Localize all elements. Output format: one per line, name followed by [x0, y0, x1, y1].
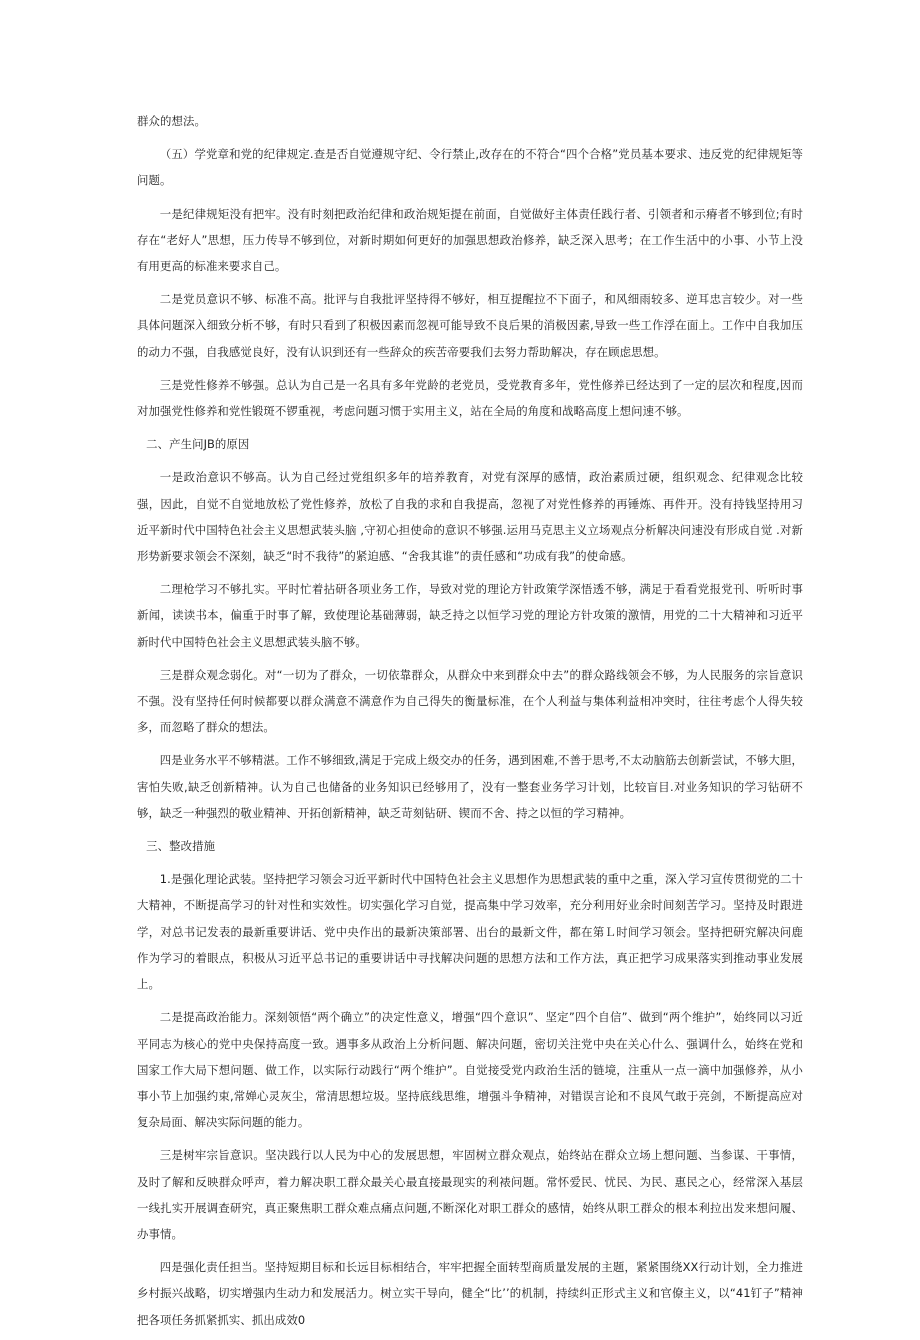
paragraph-business-level: 四是业务水平不够精湛。工作不够细致,满足于完成上级交办的任务，遇到困难,不善于思考,不太动脑筋去创新尝试，不够大胆，害怕失败,缺乏创新精神。认为自己也储备的业务知识已经够用了，没有一整套业务学习计划，比较盲目.对业务知识的学习钻研不够，缺乏一种强烈的敬业精神、开拓创新精神，缺乏苛刻钻研、锲而不舍、持之以恒的学习精神。: [137, 753, 803, 820]
paragraph-mass-concept: 三是群众观念弱化。对“一切为了群众，一切依靠群众，从群众中来到群众中去”的群众路线领会不够，为人民服务的宗旨意识不强。没有坚持任何时候都要以群众满意不满意作为自己得失的衡量标准，在个人利益与集体利益相冲突时，往往考虑个人得失较多，而忽略了群众的想法。: [137, 667, 803, 735]
paragraph-discipline: 一是纪律规矩没有把牢。没有时刻把政治纪律和政治规矩提在前面，自觉做好主体责任践行者、引领者和示瘠者不够到位;有时存在“老好人”思想，压力传导不够到位，对新时期如何更好的加强思想政治修养，缺乏深入思考；在工作生活中的小事、小节上没有用更高的标准来要求自己。: [137, 206, 803, 274]
paragraph-responsibility: 四是强化责任担当。坚持短期目标和长远目标相结合，牢牢把握全面转型商质量发展的主题，紧紧围绕XX行动计划，全力推进乡村振兴战略，切实增强内生动力和发展活力。树立实干导向，健全“比’’的机制，持续纠正形式主义和官僚主义，以“41钉子”精神把各项任务抓紧抓实、抓出成效0: [137, 1260, 803, 1327]
paragraph-continuation: 群众的想法。: [137, 114, 206, 128]
paragraph-party-awareness: 二是党员意识不够、标准不高。批评与自我批评坚持得不够好，相互提醒拉不下面子，和风细雨较多、逆耳忠言较少。对一些具体问题深入细致分析不够，有时只看到了积极因素而忽视可能导致不良后果的消极因素,导致一些工作浮在面上。工作中自我加压的动力不强，自我感觉良好，没有认识到还有一些辞众的疾苦帝要我们去努力帮助解决，存在顾虑思想。: [137, 292, 803, 359]
paragraph-section-five: （五）学党章和党的纪律规定.查是否自觉遵规守纪、令行禁止,改存在的不符合“四个合格”党员基本要求、违反党的纪律规矩等问题。: [137, 147, 803, 188]
paragraph-purpose-awareness: 三是树牢宗旨意识。坚决践行以人民为中心的发展思想，牢固树立群众观点，始终站在群众立场上想问题、当参谋、干事情，及时了解和反映群众呼声，着力解决职工群众最关心最直接最现实的利裱问题。常怀爱民、忧民、为民、惠民之心，经常深入基层一线扎实开展调查研究，真正聚焦职工群众难点痛点问题,不断深化对职工群众的感情，始终从职工群众的根本利拉出发来想问履、办事情。: [137, 1148, 803, 1241]
section-heading-causes: 二、产生问JB的原因: [146, 437, 250, 452]
paragraph-political-ability: 二是提高政治能力。深刻领悟“两个确立”的决定性意义，增强“四个意识”、坚定”四个自信”、做到“两个维护”，始终同以习近平同志为核心的党中央保持高度一致。遇事多从政治上分析问题、解决问题，密切关注党中央在关心什么、强调什么，始终在党和国家工作大局下想问题、做工作，以实际行动践行“两个维护”。自觉接受党内政治生活的链境，注重从一点一滴中加强修养，从小事小节上加强约束,常婵心灵灰尘，常清思想垃圾。坚持底线思维，增强斗争精神，对错误言论和不良风气敢于亮剑，不断提高应对复杂局面、解决实际问题的能力。: [137, 1010, 803, 1130]
section-heading-measures: 三、整改措施: [146, 839, 216, 854]
paragraph-political-awareness: 一是政治意识不够高。认为自己经过党组织多年的培养教育，对党有深厚的感情，政治素质过硬，组织观念、纪律观念比较强，因此，自觉不自觉地放松了党性修养，放松了自我的求和自我提高，忽视了对党性修养的再锤炼、再件开。没有持钱坚持用习近平新时代中国特色社会主义思想武装头脑 ,守初心担使命的意识不够强.运用马克思主义立场观点分析解决问速没有形成自觉 .对新形势新要求领会不深刻，缺乏“时不我待”的紧迫感、“舍我其谁”的责任感和“功成有我”的使命感。: [137, 470, 803, 564]
paragraph-theory-arming: 1.是强化理论武装。坚持把学习领会习近平新时代中国特色社会主义思想作为思想武装的重中之重，深入学习宣传贯彻党的二十大精神，不断提高学习的针对性和实效性。切实强化学习自觉，提高集中学习效率，充分利用好业余时间刻苦学习。坚持及时跟进学，对总书记发表的最新重要讲话、党中央作出的最新决策部署、出台的最新文件，都在第Ｌ时间学习领会。坚持把研究解决问鹿作为学习的着眼点，积极从习近平总书记的重要讲话中寻找解决问题的思想方法和工作方法，真正把学习成果落实到推动事业发展上。: [137, 872, 803, 992]
paragraph-theory-study: 二理枪学习不够扎实。平时忙着拈研各项业务工作，导致对党的理论方针政策学深悟透不够，满足于看看党报党刊、听听时事新闻，读读书本，偏重于时事了解，致使理论基础薄弱，缺乏持之以恒学习党的理论方针攻策的激情，用党的二十大精神和习近平新时代中国特色社会主义思想武装头脑不够。: [137, 582, 803, 649]
paragraph-party-spirit: 三是党性修养不够强。总认为自己是一名具有多年党龄的老党员，受党教育多年，党性修养已经达到了一定的层次和程度,因而对加强党性修养和党性锻斑不锣重视，考虑问题习惯于实用主义，站在全局的角度和战略高度上想问速不够。: [137, 377, 803, 419]
document-body: [137, 108, 803, 1340]
